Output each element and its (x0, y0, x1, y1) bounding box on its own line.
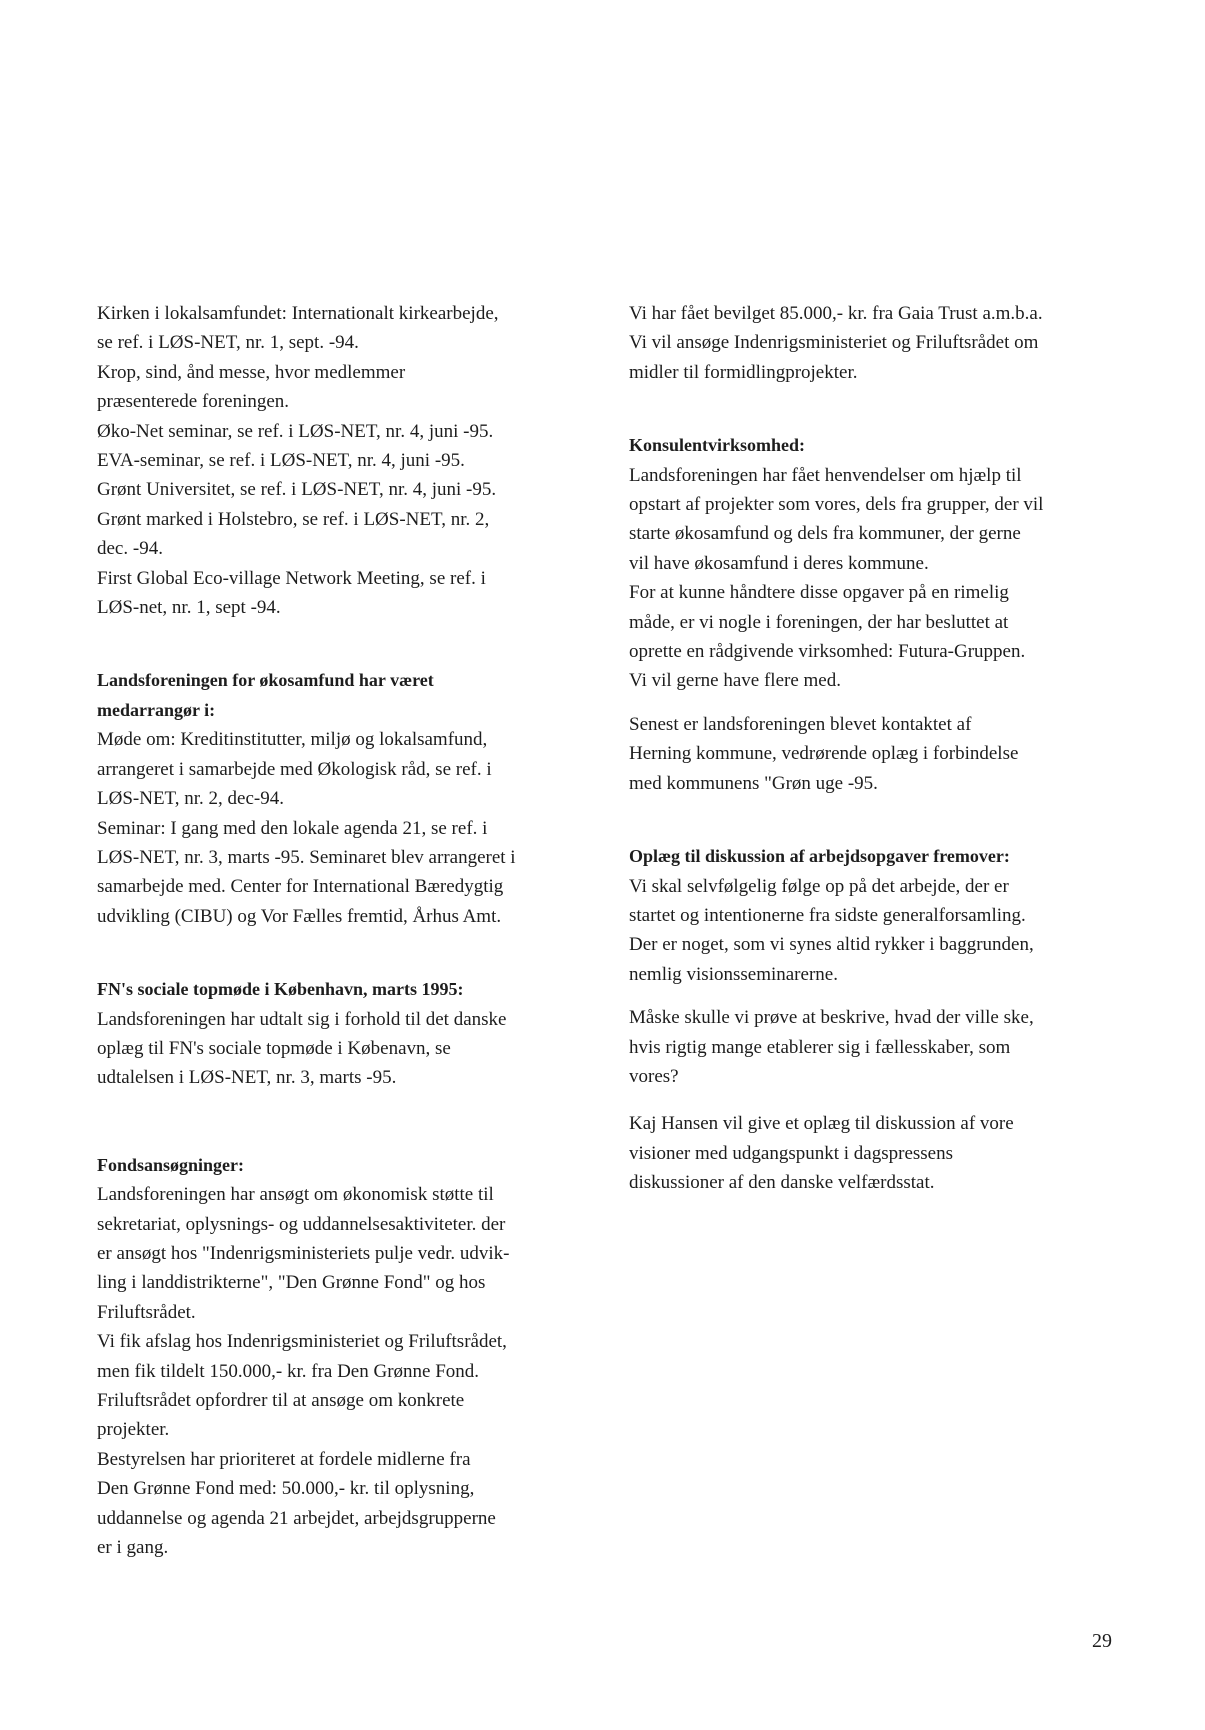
section-heading: Fondsansøgninger: (97, 1154, 245, 1175)
body-line: midler til formidlingprojekter. (629, 361, 858, 383)
body-line: med kommunens "Grøn uge -95. (629, 772, 878, 794)
body-line: visioner med udgangspunkt i dagspressens (629, 1142, 954, 1164)
event-line: præsenterede foreningen. (97, 391, 290, 413)
body-line: uddannelse og agenda 21 arbejdet, arbejdsgrupperne (97, 1507, 496, 1529)
body-line: starte økosamfund og dels fra kommuner, der gerne (629, 523, 1021, 545)
body-line: For at kunne håndtere disse opgaver på en rimelig (629, 582, 1009, 604)
body-line: Kaj Hansen vil give et oplæg til diskussion af vore (629, 1113, 1014, 1135)
body-line: Landsforeningen har ansøgt om økonomisk støtte til (97, 1184, 494, 1206)
fn-topmode-section (97, 975, 617, 1093)
body-line: Vi har fået bevilget 85.000,- kr. fra Gaia Trust a.m.b.a. (629, 303, 1043, 324)
event-line: Grønt marked i Holstebro, se ref. i LØS-NET, nr. 2, (97, 508, 490, 530)
body-line: Der er noget, som vi synes altid rykker i baggrunden, (629, 934, 1034, 956)
spacer (629, 1091, 1139, 1109)
body-line: Senest er landsforeningen blevet kontaktet af (629, 713, 972, 735)
body-line: Herning kommune, vedrørende oplæg i forbindelse (629, 743, 1019, 765)
body-line: er ansøgt hos "Indenrigsministeriets pulje vedr. udvik- (97, 1242, 510, 1264)
body-line: Vi skal selvfølgelig følge op på det arbejde, der er (629, 875, 1009, 897)
body-line: men fik tildelt 150.000,- kr. fra Den Grønne Fond. (97, 1360, 480, 1382)
event-line: Grønt Universitet, se ref. i LØS-NET, nr. 4, juni -95. (97, 479, 497, 501)
body-line: Måske skulle vi prøve at beskrive, hvad der ville ske, (629, 1007, 1034, 1029)
spacer (629, 696, 1139, 710)
body-line: Seminar: I gang med den lokale agenda 21, se ref. i (97, 817, 488, 839)
body-line: Vi vil gerne have flere med. (629, 670, 841, 692)
body-line: vores? (629, 1065, 679, 1087)
spacer (97, 931, 617, 975)
body-line: udvikling (CIBU) og Vor Fælles fremtid, Århus Amt. (97, 905, 502, 927)
medarrangor-section (97, 666, 617, 931)
event-list (97, 299, 617, 622)
body-line: Vi vil ansøge Indenrigsministeriet og Friluftsrådet om (629, 332, 1039, 354)
kaj-paragraph (629, 1109, 1139, 1197)
body-line: Friluftsrådet. (97, 1301, 196, 1323)
page-number: 29 (1092, 1630, 1112, 1652)
body-line: diskussioner af den danske velfærdsstat. (629, 1172, 935, 1194)
body-line: startet og intentionerne fra sidste generalforsamling. (629, 904, 1026, 926)
body-line: sekretariat, oplysnings- og uddannelsesaktiviteter. der (97, 1213, 506, 1235)
body-line: oplæg til FN's sociale topmøde i Købenavn, se (97, 1037, 451, 1059)
section-heading: medarrangør i: (97, 699, 216, 720)
body-line: opstart af projekter som vores, dels fra grupper, der vil (629, 494, 1044, 516)
event-line: First Global Eco-village Network Meeting, se ref. i (97, 567, 486, 589)
body-line: oprette en rådgivende virksomhed: Futura-Gruppen. (629, 641, 1026, 663)
body-line: Bestyrelsen har prioriteret at fordele midlerne fra (97, 1448, 471, 1470)
body-line: Vi fik afslag hos Indenrigsministeriet og Friluftsrådet, (97, 1331, 507, 1353)
event-line: Kirken i lokalsamfundet: Internationalt kirkearbejde, (97, 303, 499, 324)
spacer (629, 798, 1139, 842)
oplaeg-section (629, 842, 1139, 1091)
left-column (97, 299, 617, 1562)
spacer (97, 622, 617, 666)
body-line: Møde om: Kreditinstitutter, miljø og lokalsamfund, (97, 729, 488, 751)
event-line: LØS-net, nr. 1, sept -94. (97, 597, 281, 619)
event-line: dec. -94. (97, 538, 163, 560)
body-line: Friluftsrådet opfordrer til at ansøge om konkrete (97, 1390, 465, 1411)
body-line: måde, er vi nogle i foreningen, der har besluttet at (629, 611, 1009, 633)
fondsansogninger-section (97, 1151, 617, 1563)
event-line: se ref. i LØS-NET, nr. 1, sept. -94. (97, 332, 359, 354)
body-line: vil have økosamfund i deres kommune. (629, 552, 929, 574)
body-line: Den Grønne Fond med: 50.000,- kr. til oplysning, (97, 1478, 475, 1500)
body-line: projekter. (97, 1419, 170, 1441)
spacer (97, 1093, 617, 1151)
body-line: udtalelsen i LØS-NET, nr. 3, marts -95. (97, 1067, 397, 1089)
body-line: Landsforeningen har udtalt sig i forhold til det danske (97, 1008, 507, 1030)
section-heading: Landsforeningen for økosamfund har været (97, 670, 434, 691)
body-line: Landsforeningen har fået henvendelser om hjælp til (629, 464, 1022, 486)
event-line: Øko-Net seminar, se ref. i LØS-NET, nr. 4, juni -95. (97, 420, 494, 442)
body-line: LØS-NET, nr. 3, marts -95. Seminaret blev arrangeret i (97, 846, 516, 868)
spacer (629, 989, 1139, 1003)
event-line: EVA-seminar, se ref. i LØS-NET, nr. 4, juni -95. (97, 450, 465, 472)
body-line: ling i landdistrikterne", "Den Grønne Fond" og hos (97, 1272, 486, 1294)
body-line: er i gang. (97, 1537, 169, 1559)
body-line: LØS-NET, nr. 2, dec-94. (97, 788, 284, 810)
body-line: arrangeret i samarbejde med Økologisk råd, se ref. i (97, 758, 492, 780)
section-heading: Oplæg til diskussion af arbejdsopgaver fremover: (629, 846, 1010, 867)
section-heading: FN's sociale topmøde i København, marts 1995: (97, 979, 464, 1000)
body-line: nemlig visionsseminarerne. (629, 963, 838, 985)
gaia-paragraph (629, 299, 1139, 387)
section-heading: Konsulentvirksomhed: (629, 435, 806, 456)
right-column (629, 299, 1139, 1198)
konsulent-section (629, 431, 1139, 798)
body-line: samarbejde med. Center for International Bæredygtig (97, 876, 504, 898)
body-line: hvis rigtig mange etablerer sig i fællesskaber, som (629, 1036, 1011, 1058)
event-line: Krop, sind, ånd messe, hvor medlemmer (97, 361, 406, 383)
spacer (629, 387, 1139, 431)
